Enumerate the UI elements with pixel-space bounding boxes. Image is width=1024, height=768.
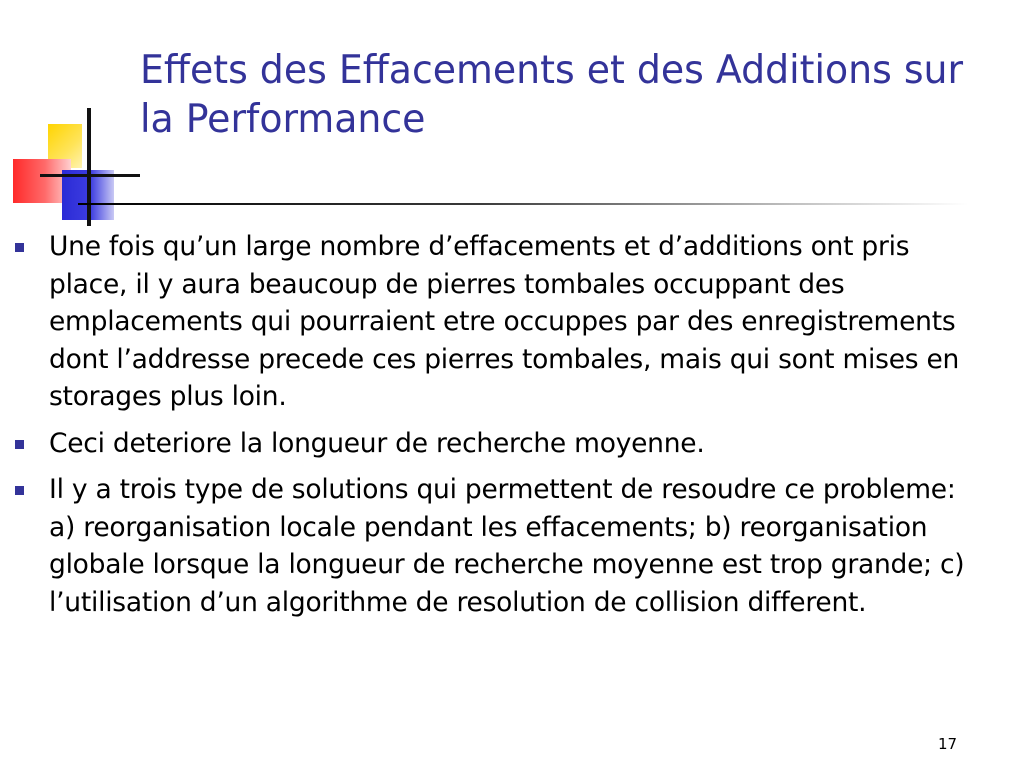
bullet-text: Ceci deteriore la longueur de recherche moyenne. [49, 427, 705, 459]
bullet-text: Il y a trois type de solutions qui permettent de resoudre ce probleme: a) reorganisation locale pendant les effacements; b) reorganisation globale lorsque la longueur de recherche moyenne est trop grande; c) l’utilisation d’un algorithme de resolution de collision different. [49, 474, 965, 618]
bullet-item-1 [12, 228, 1012, 416]
bullet-list [12, 228, 1012, 630]
horizontal-line-divider [40, 174, 140, 177]
bullet-text: Une fois qu’un large nombre d’effacements et d’additions ont pris place, il y aura beaucoup de pierres tombales occuppant des emplacements qui pourraient etre occuppes par des enregistrements dont l’addresse precede ces pierres tombales, mais qui sont mises en storages plus loin. [49, 231, 960, 412]
bullet-item-3 [12, 471, 1012, 621]
square-bullet-icon [15, 486, 24, 495]
square-bullet-icon [15, 243, 24, 252]
page-number: 17 [938, 735, 958, 753]
bullet-item-2 [12, 425, 1012, 463]
vertical-line-divider [87, 108, 91, 226]
slide-title: Effets des Effacements et des Additions sur la Performance [140, 48, 964, 142]
title-underline-divider [78, 203, 968, 205]
square-bullet-icon [15, 440, 24, 449]
